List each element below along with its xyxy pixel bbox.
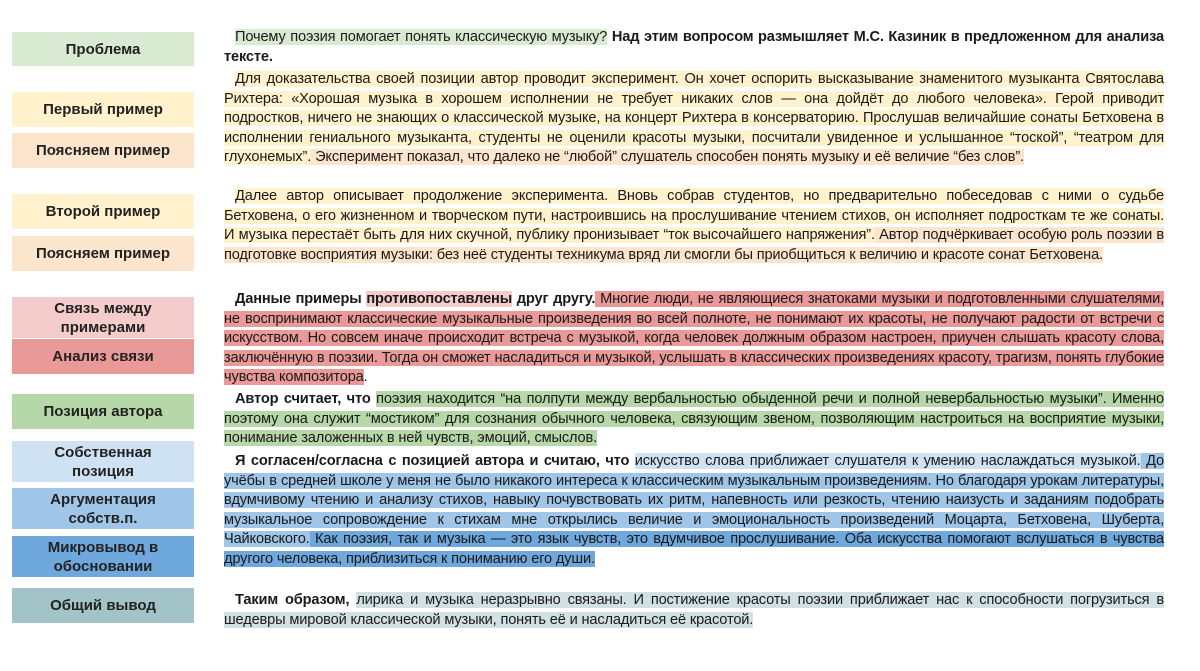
problem-intro-bold: Над этим вопросом размышляет М.С. Казиник в предложенном для анализа тексте. — [224, 29, 1164, 65]
analysis-text: Многие люди, не являющиеся знатоками музыки и подготовленными слушателями, не воспринимают классические музыкальные произведения во всей полноте, не понимают их красоты, не получают радости от встречи с искусством. Но совсем иначе происходит встреча с музыкой, когда человек должным образом настроен, приучен слышать красоту слова, заключённую в поэзии. Тогда он сможет насладиться и музыкой, услышать в классических произведениях красоту, трагизм, понять глубокие чувства композитора — [224, 291, 1165, 385]
link-bold-2: друг другу. — [512, 291, 596, 307]
label-argumentation: Аргументация собств.п. — [12, 488, 194, 529]
paragraph-link-analysis — [224, 290, 1164, 388]
label-problem: Проблема — [12, 32, 194, 66]
label-explain-2: Поясняем пример — [12, 236, 194, 271]
paragraph-conclusion — [224, 591, 1164, 630]
author-bold: Автор считает, что — [235, 391, 377, 407]
problem-text: Почему поэзия помогает понять классическую музыку? — [235, 29, 608, 45]
conclusion-text: лирика и музыка неразрывно связаны. И постижение красоты поэзии приближает нас к способности погрузиться в шедевры мировой классической музыки, понять её и насладиться её красотой. — [224, 592, 1164, 628]
conclusion-bold: Таким образом, — [235, 592, 357, 608]
link-bold-1: Данные примеры — [235, 291, 367, 307]
label-micro-conclusion: Микровывод в обосновании — [12, 536, 194, 577]
paragraph-author-position — [224, 390, 1164, 449]
label-author-position: Позиция автора — [12, 394, 194, 429]
first-example-text: Для доказательства своей позиции автор проводит эксперимент. Он хочет оспорить высказывание знаменитого музыканта Святослава Рихтера: «Хорошая музыка в хорошем исполнении не требует никаких слов — она дойдёт до любого человека». Герой приводит подростков, ничего не знающих о классической музыке, на концерт Рихтера в консерваторию. Прослушав величайшие сонаты Бетховена в исполнении гениального музыканта, студенты не оценили красоты музыки, посчитали увиденное и услышанное “тоской”, “театром для глухонемых”. — [224, 71, 1164, 165]
explain-1-text: Эксперимент показал, что далеко не “любой” слушатель способен понять музыку и её величие “без слов”. — [311, 149, 1024, 165]
paragraph-own-position — [224, 452, 1164, 569]
label-general-conclusion: Общий вывод — [12, 588, 194, 623]
link-word: противопоставлены — [366, 291, 513, 307]
label-link: Связь между примерами — [12, 297, 194, 338]
paragraph-problem — [224, 28, 1164, 67]
label-analysis: Анализ связи — [12, 339, 194, 374]
argumentation-text: До учёбы в средней школе у меня не было никакого интереса к классическим музыкальным произведениям. Но благодаря урокам литературы, вдумчивому чтению и анализу стихов, навыку почувствовать их ритм, напевность или резкость, чтению наизусть и заданиям подобрать музыкальное сопровождение к стихам мне открылись величие и эмоциональность произведений Моцарта, Бетховена, Шуберта, Чайковского. — [224, 453, 1164, 547]
label-first-example: Первый пример — [12, 92, 194, 127]
author-position-text: поэзия находится “на полпути между вербальностью обыденной речи и полной невербальностью музыки”. Именно поэтому она служит “мостиком” для сознания обычного человека, связующим звеном, позволяющим настроиться на восприятие музыки, понимание заложенных в ней чувств, эмоций, смыслов. — [224, 391, 1165, 446]
paragraph-second-example — [224, 187, 1164, 265]
micro-conclusion-text: Как поэзия, так и музыка — это язык чувств, это вдумчивое прослушивание. Оба искусства помогают вслушаться в чувства другого человека, приблизиться к пониманию его души. — [224, 531, 1164, 567]
second-example-text: Далее автор описывает продолжение эксперимента. Вновь собрав студентов, но предварительно побеседовав с ними о судьбе Бетховена, о его жизненном и творческом пути, настроившись на прослушивание чтением стихов, он исполняет подросткам те же сонаты. И музыка перестаёт быть для них скучной, публику пронизывает “ток высочайшего напряжения”. — [224, 188, 1164, 243]
label-second-example: Второй пример — [12, 194, 194, 229]
paragraph-first-example — [224, 70, 1164, 168]
label-own-position: Собственная позиция — [12, 441, 194, 482]
explain-2-text: Автор подчёркивает особую роль поэзии в подготовке восприятия музыки: без неё студенты техникума вряд ли смогли бы приобщиться к величию и красоте сонат Бетховена. — [224, 227, 1164, 263]
own-bold: Я согласен/согласна с позицией автора и считаю, что — [235, 453, 635, 469]
own-position-text: искусство слова приближает слушателя к умению наслаждаться музыкой. — [634, 453, 1141, 469]
analysis-end: . — [363, 369, 368, 385]
label-explain-1: Поясняем пример — [12, 133, 194, 168]
